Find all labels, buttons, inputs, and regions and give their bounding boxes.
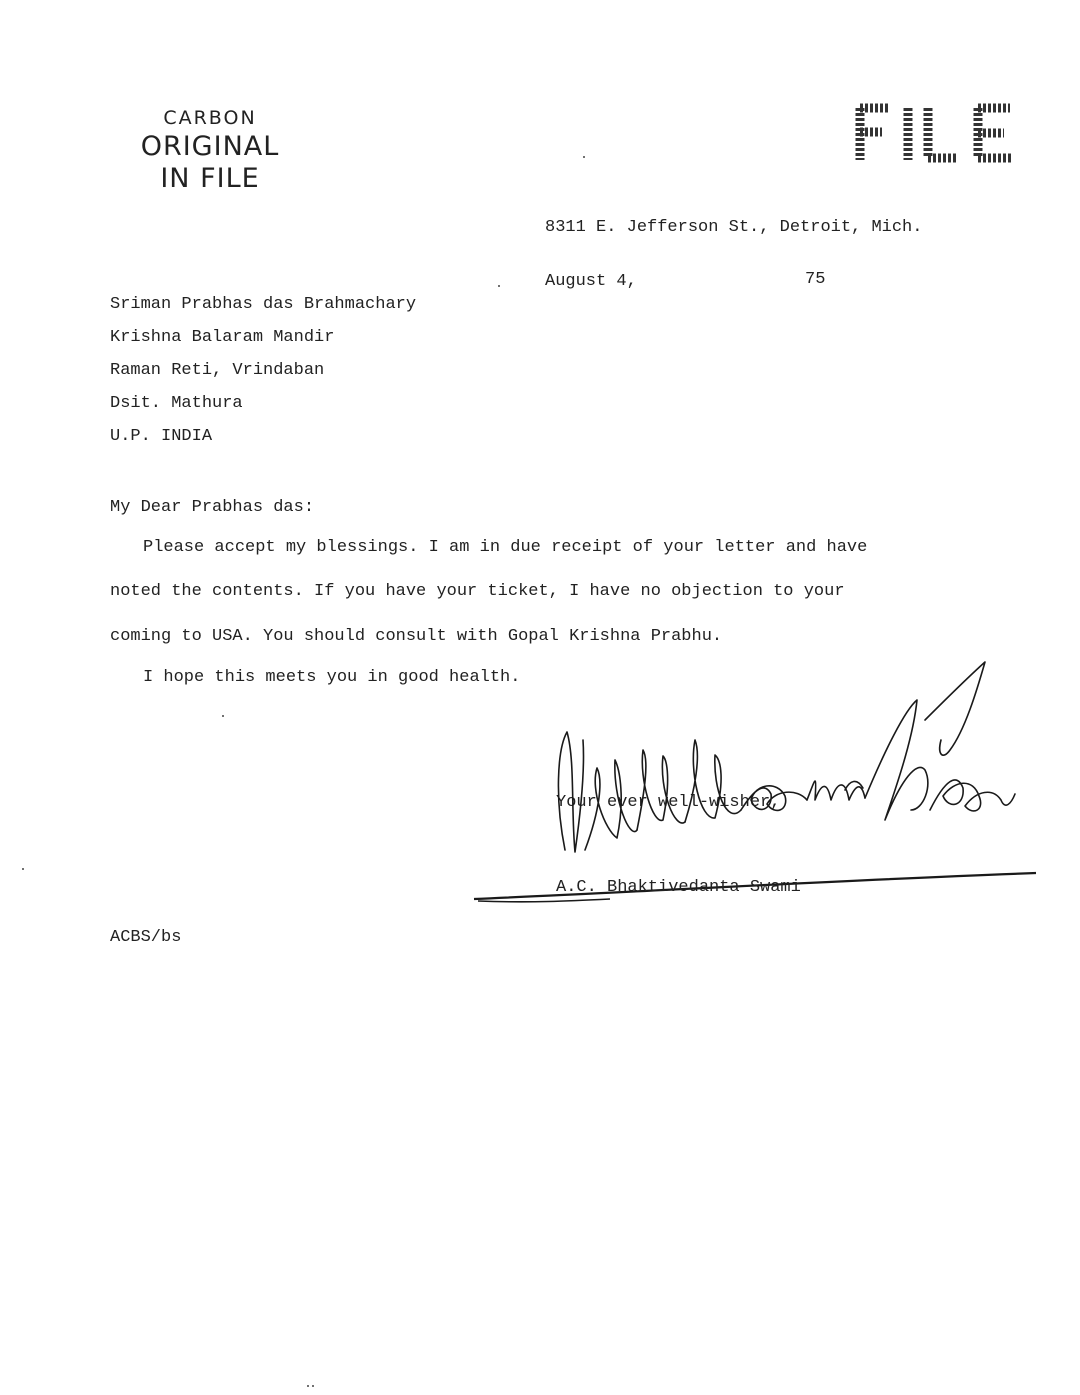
body-line: coming to USA. You should consult with Gopal Krishna Prabhu. — [110, 627, 723, 646]
recipient-line: Krishna Balaram Mandir — [110, 328, 335, 347]
sender-address: 8311 E. Jefferson St., Detroit, Mich. — [545, 218, 923, 237]
recipient-address-block — [110, 294, 416, 459]
letter-year: 75 — [805, 270, 826, 289]
recipient-line: Dsit. Mathura — [110, 394, 243, 413]
typist-initials: ACBS/bs — [110, 928, 182, 947]
speck — [222, 715, 224, 717]
speck — [312, 1385, 314, 1387]
body-line: Please accept my blessings. I am in due receipt of your letter and have — [143, 538, 868, 557]
speck — [22, 868, 24, 870]
closing: Your ever well-wisher, — [556, 793, 781, 812]
speck — [583, 156, 585, 158]
stamp-line-original: ORIGINAL — [140, 131, 280, 162]
letter-date: August 4, — [545, 272, 637, 291]
recipient-line: Raman Reti, Vrindaban — [110, 361, 325, 380]
stamp-line-in-file: IN FILE — [160, 163, 260, 194]
speck — [498, 285, 500, 287]
recipient-line: U.P. INDIA — [110, 427, 213, 446]
salutation: My Dear Prabhas das: — [110, 498, 315, 517]
stamp-line-carbon: CARBON — [163, 107, 257, 129]
carbon-original-stamp — [120, 105, 300, 195]
file-stamp — [850, 100, 1020, 165]
speck — [307, 1385, 309, 1387]
recipient-line: Sriman Prabhas das Brahmachary — [110, 295, 417, 314]
body-line: I hope this meets you in good health. — [143, 668, 521, 687]
signer-name: A.C. Bhaktivedanta Swami — [556, 878, 801, 897]
body-line: noted the contents. If you have your ticket, I have no objection to your — [110, 582, 845, 601]
